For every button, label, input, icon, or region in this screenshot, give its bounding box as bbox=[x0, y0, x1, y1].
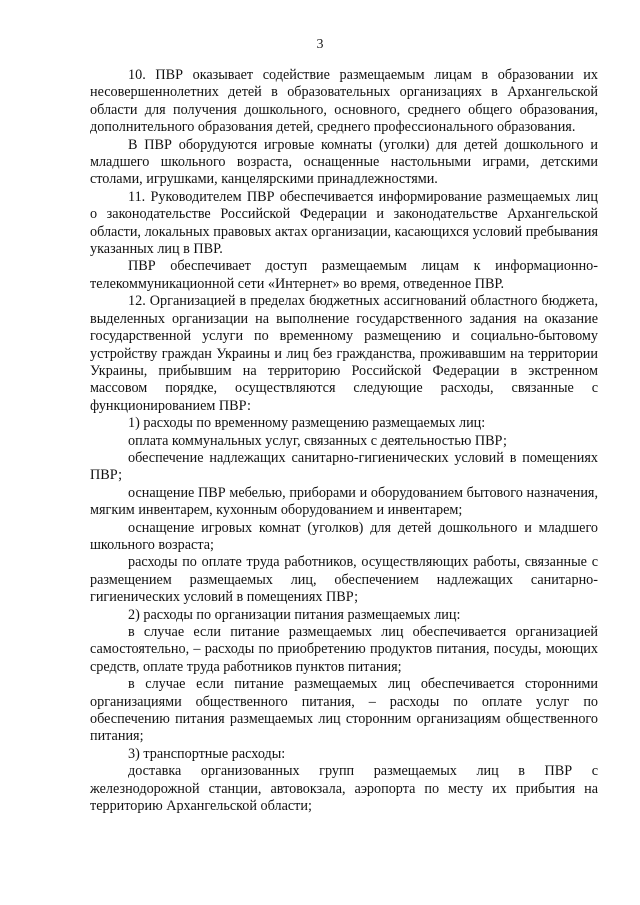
paragraph-12: 12. Организацией в пределах бюджетных ассигнований областного бюджета, выделенных организации на выполнение государственного задания на оказание государственной услуги по временному размещению и социально-бытовому устройству граждан Украины и лиц без гражданства, проживавшим на территории Украины, прибывшим на территорию Российской Федерации в экстренном массовом порядке, осуществляются следующие расходы, связанные с функционированием ПВР: bbox=[90, 293, 598, 414]
subitem-furniture: оснащение ПВР мебелью, приборами и оборудованием бытового назначения, мягким инвентарем, кухонным оборудованием и инвентарем; bbox=[90, 484, 598, 519]
page-number: 3 bbox=[316, 37, 324, 52]
paragraph-play-rooms: В ПВР оборудуются игровые комнаты (уголки) для детей дошкольного и младшего школьного возраста, оснащенные настольными играми, детскими столами, игрушками, канцелярскими принадлежностями. bbox=[90, 136, 598, 188]
subitem-utilities: оплата коммунальных услуг, связанных с деятельностью ПВР; bbox=[128, 432, 507, 449]
paragraph-10: 10. ПВР оказывает содействие размещаемым лицам в образовании их несовершеннолетних детей в образовательных организациях в Архангельской области для получения дошкольного, основного, среднего общего образования, дополнительного образования детей, среднего профессионального образования. bbox=[90, 67, 598, 136]
list-item-3-transport: 3) транспортные расходы: bbox=[128, 745, 286, 762]
subitem-sanitary: обеспечение надлежащих санитарно-гигиенических условий в помещениях ПВР; bbox=[90, 449, 598, 484]
subitem-external-catering: в случае если питание размещаемых лиц обеспечивается сторонними организациями общественного питания, – расходы по оплате услуг по обеспечению питания размещаемых лиц сторонним организациям общественного питания; bbox=[90, 676, 598, 745]
list-item-1-accommodation: 1) расходы по временному размещению размещаемых лиц: bbox=[128, 415, 486, 432]
subitem-own-catering: в случае если питание размещаемых лиц обеспечивается организацией самостоятельно, – расходы по приобретению продуктов питания, посуды, моющих средств, оплате труда работников пунктов питания; bbox=[90, 624, 598, 675]
subitem-group-delivery: доставка организованных групп размещаемых лиц в ПВР с железнодорожной станции, автовокзала, аэропорта по месту их прибытия на территорию Архангельской области; bbox=[90, 763, 598, 815]
subitem-play-rooms: оснащение игровых комнат (уголков) для детей дошкольного и младшего школьного возраста; bbox=[90, 519, 598, 553]
paragraph-11: 11. Руководителем ПВР обеспечивается информирование размещаемых лиц о законодательстве Российской Федерации и законодательстве Архангельской области, локальных правовых актах организации, касающихся условий пребывания указанных лиц в ПВР. bbox=[90, 188, 598, 258]
document-body bbox=[90, 67, 598, 815]
subitem-staff-pay: расходы по оплате труда работников, осуществляющих работы, связанные с размещением размещаемых лиц, обеспечением надлежащих санитарно-гигиенических условий в помещениях ПВР; bbox=[90, 554, 598, 606]
list-item-2-catering: 2) расходы по организации питания размещаемых лиц: bbox=[128, 606, 461, 623]
paragraph-internet-access: ПВР обеспечивает доступ размещаемым лицам к информационно-телекоммуникационной сети «Интернет» во время, отведенное ПВР. bbox=[90, 258, 598, 292]
